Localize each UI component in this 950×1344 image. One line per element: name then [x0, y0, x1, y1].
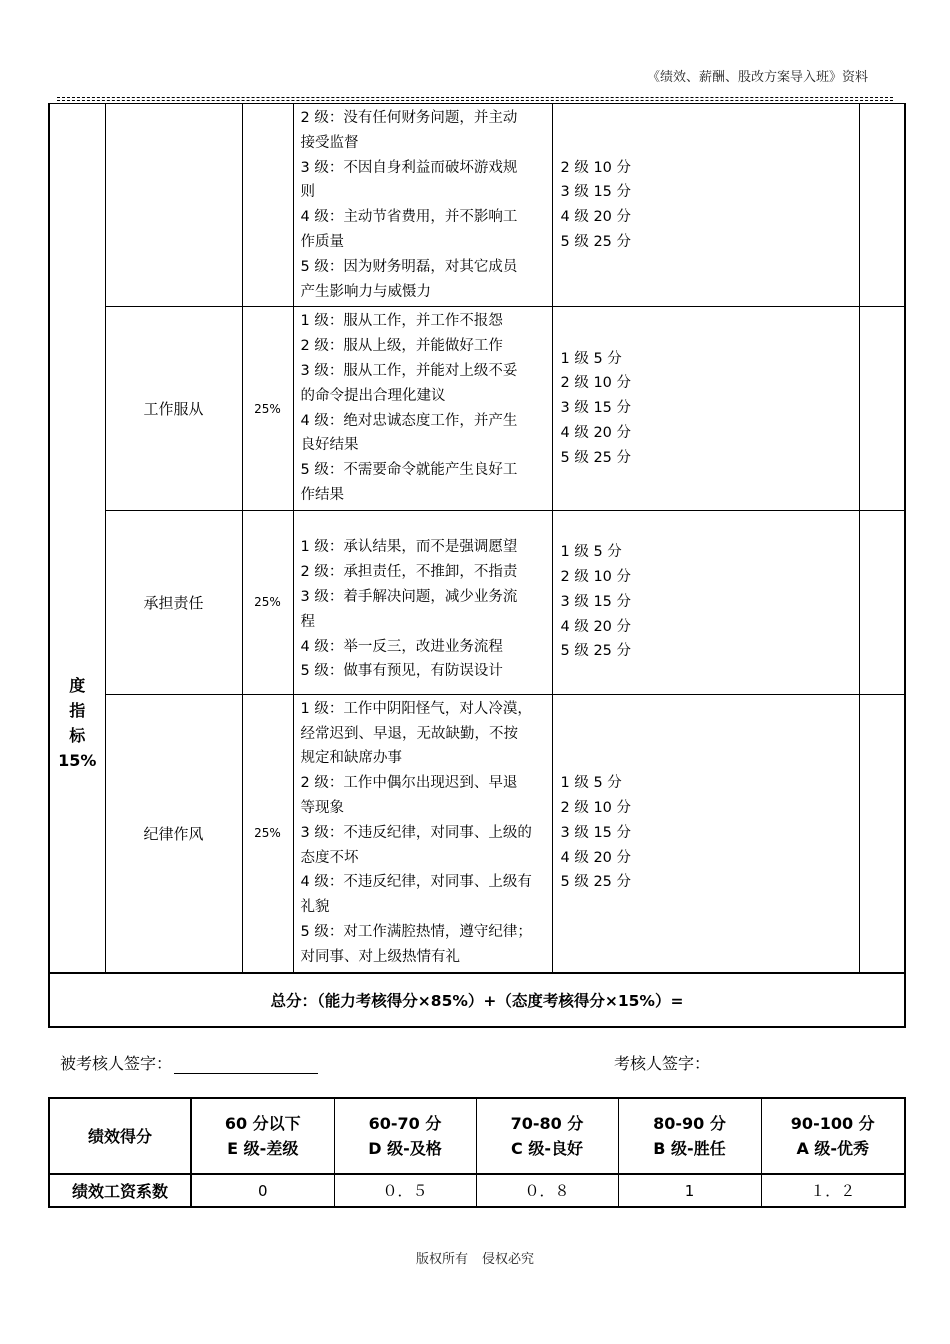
table-row [49, 694, 905, 972]
appraiser-signature-label: 考核人签字： [614, 1054, 711, 1073]
table-row [49, 104, 905, 307]
appraisee-signature [60, 1051, 318, 1074]
coefficient-value: １．２ [761, 1174, 905, 1207]
footer-copyright: 版权所有 [415, 1252, 468, 1267]
coefficient-value: 0 [191, 1174, 334, 1207]
document-footer [0, 1248, 950, 1267]
scoring-list: 2 级 10 分 3 级 15 分 4 级 20 分 5 级 25 分 [552, 104, 859, 307]
criteria-list: 1 级：承认结果，而不是强调愿望 2 级：承担责任，不推卸，不指责 3 级：着手解决问题，减少业务流 程 4 级：举一反三，改进业务流程 5 级：做事有预见，有防误设计 [293, 510, 552, 694]
criteria-list: 2 级：没有任何财务问题，并主动 接受监督 3 级：不因自身利益而破坏游戏规 则 4 级：主动节省费用，并不影响工 作质量 5 级：因为财务明磊，对其它成员 产生影响力与威慑力 [293, 104, 552, 307]
grade-column: 90-100 分 A 级-优秀 [761, 1098, 905, 1174]
score-cell[interactable] [859, 104, 905, 307]
item-name: 承担责任 [105, 510, 242, 694]
scoring-list: 1 级 5 分 2 级 10 分 3 级 15 分 4 级 20 分 5 级 25 分 [552, 694, 859, 972]
item-name: 工作服从 [105, 307, 242, 510]
coefficient-value: ０．８ [476, 1174, 618, 1207]
score-cell[interactable] [859, 510, 905, 694]
grade-column: 60 分以下 E 级-差级 [191, 1098, 334, 1174]
appraisee-signature-label: 被考核人签字： [60, 1054, 173, 1073]
table-row [49, 510, 905, 694]
scoring-list: 1 级 5 分 2 级 10 分 3 级 15 分 4 级 20 分 5 级 25 分 [552, 307, 859, 510]
footer-rights: 侵权必究 [482, 1252, 535, 1267]
grade-column: 60-70 分 D 级-及格 [334, 1098, 476, 1174]
header-divider-secondary [57, 100, 893, 101]
document-header: 《绩效、薪酬、股改方案导入班》资料 [646, 70, 868, 85]
score-cell[interactable] [859, 694, 905, 972]
grade-column: 70-80 分 C 级-良好 [476, 1098, 618, 1174]
grade-column: 80-90 分 B 级-胜任 [618, 1098, 761, 1174]
item-weight: 25% [242, 694, 293, 972]
total-row [49, 973, 905, 1027]
grade-coefficient-table [48, 1097, 906, 1208]
coefficient-row-label: 绩效工资系数 [49, 1174, 191, 1207]
item-name [105, 104, 242, 307]
item-weight: 25% [242, 307, 293, 510]
item-weight: 25% [242, 510, 293, 694]
appraisee-signature-field[interactable] [174, 1055, 318, 1074]
coefficient-value: ０．５ [334, 1174, 476, 1207]
attitude-assessment-table [48, 103, 906, 1028]
scoring-list: 1 级 5 分 2 级 10 分 3 级 15 分 4 级 20 分 5 级 25 分 [552, 510, 859, 694]
criteria-list: 1 级：工作中阴阳怪气，对人冷漠， 经常迟到、早退，无故缺勤，不按 规定和缺席办事 2 级：工作中偶尔出现迟到、早退 等现象 3 级：不违反纪律，对同事、上级的 态度不坏 4 级：不违反纪律，对同事、上级有 礼貌 5 级：对工作满腔热情，遵守纪律； 对同事、对上级热情有礼 [293, 694, 552, 972]
item-name: 纪律作风 [105, 694, 242, 972]
grade-header-label: 绩效得分 [49, 1098, 191, 1174]
total-formula: 总分：（能力考核得分×85%）+（态度考核得分×15%）= [49, 973, 905, 1027]
appraiser-signature [614, 1051, 710, 1074]
table-row [49, 307, 905, 510]
criteria-list: 1 级：服从工作，并工作不报怨 2 级：服从上级，并能做好工作 3 级：服从工作，并能对上级不妥 的命令提出合理化建议 4 级：绝对忠诚态度工作，并产生 良好结果 5 级：不需要命令就能产生良好工 作结果 [293, 307, 552, 510]
grade-header-row [49, 1098, 905, 1174]
coefficient-value: 1 [618, 1174, 761, 1207]
category-label: 度 指 标 15% [49, 104, 105, 973]
header-divider [57, 97, 893, 98]
score-cell[interactable] [859, 307, 905, 510]
item-weight [242, 104, 293, 307]
coefficient-row [49, 1174, 905, 1207]
